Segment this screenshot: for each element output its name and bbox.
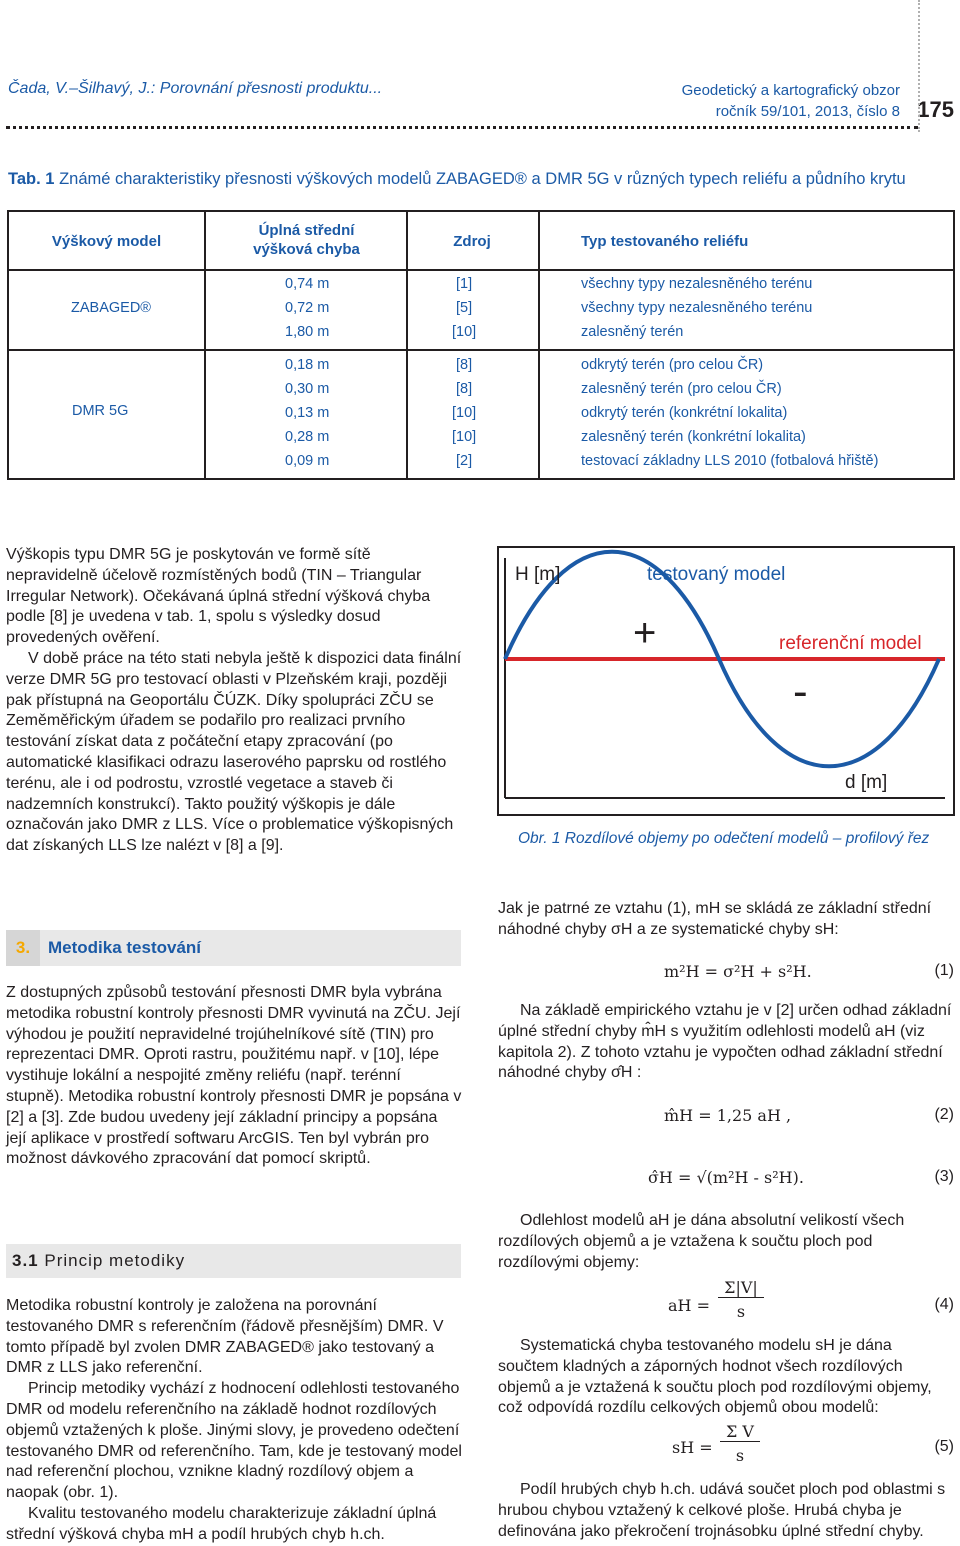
paragraph: Kvalitu testovaného modelu charakterizuje základní úplná střední výšková chyba mH a podíl hrubých chyb h.ch. <box>6 1504 437 1543</box>
table-cell: všechny typy nezalesněného terénu <box>581 300 813 316</box>
x-axis-label: d [m] <box>845 772 888 793</box>
journal-issue: ročník 59/101, 2013, číslo 8 <box>715 103 900 120</box>
paragraph: Z dostupných způsobů testování přesnosti DMR byla vybrána metodika robustní kontroly přesnosti DMR vyvinutá na ZČU. Její výhodou je použití nepravidelné trojúhelníkové sítě (TIN) pro reprezentaci DMR. Oproti rastru, použitému např. v [10], lépe vystihuje lokální a nespojité změny reliéfu (např. terénní stupně). Metodika robustní kontroly přesnosti DMR je popsána v [2] a [3]. Zde budou uvedeny její základní principy a popsána její aplikace v prostředí softwaru ArcGIS. Ten byl vybrán pro možnost dávkového zpracování dat pomocí skriptů. <box>6 984 462 1168</box>
table-model-zabaged: ZABAGED® <box>71 300 151 316</box>
paragraph: V době práce na této stati nebyla ještě k dispozici data finální verze DMR 5G pro testovací oblasti v Plzeňském kraji, později pak přístupná na Geoportálu ČÚZK. Díky spolupráci ZČU se Zeměměřickým úřadem se podařilo pro realizaci prvního testování získat data z počáteční etapy zpracování (po automatické klasifikaci odrazu laserového paprsku od rostlého terénu, ale i od podrostu, vzrostlé vegetace a staveb či nadzemních konstrukcí). Takto použitý výškopis je dále označován jako DMR z LLS. Více o problematice výškopisných dat získaných LLS lze nalézt v [8] a [9]. <box>6 649 462 855</box>
positive-sign: + <box>633 611 657 655</box>
equation-2: m̂H = 1,25 aH , <box>664 1106 792 1125</box>
page-number: 175 <box>917 97 954 122</box>
table-cell: 0,72 m <box>285 300 330 316</box>
equation-1: m²H = σ²H + s²H. <box>664 962 812 981</box>
col2-text-3 <box>498 1211 954 1273</box>
table-cell: testovací základny LLS 2010 (fotbalová hřiště) <box>581 453 879 469</box>
table-cell: 0,74 m <box>285 276 330 292</box>
col1-text-3 <box>6 1296 462 1546</box>
table-cell: zalesněný terén (pro celou ČR) <box>581 381 782 397</box>
table-header-divider <box>9 269 953 271</box>
equation-4-numerator: Σ|V| <box>718 1278 764 1298</box>
header-rule <box>6 126 918 129</box>
paragraph: Systematická chyba testovaného modelu sH je dána součtem kladných a záporných hodnot všech rozdílových objemů a je vztažená k součtu ploch pod rozdílovými objemy, což odpovídá rozdílu celkových objemů obou modelů: <box>498 1337 932 1417</box>
table-caption <box>8 170 906 189</box>
col2-text-5 <box>498 1480 954 1542</box>
subsection-title <box>12 1244 185 1278</box>
th-relief: Typ testovaného reliéfu <box>581 233 749 250</box>
table-col-divider <box>538 212 540 478</box>
running-head-journal <box>682 80 900 122</box>
tested-model-label: testovaný model <box>647 564 786 585</box>
table-cell: [10] <box>452 405 477 421</box>
table-cell: [10] <box>452 429 477 445</box>
accuracy-table <box>7 210 955 480</box>
table-cell: [1] <box>456 276 473 292</box>
th-source: Zdroj <box>453 233 491 250</box>
profile-figure <box>497 546 955 816</box>
table-cell: 1,80 m <box>285 324 330 340</box>
equation-4-lhs: aH = <box>668 1296 710 1315</box>
table-col-divider <box>406 212 408 478</box>
th-error: Úplná střední výšková chyba <box>253 222 360 258</box>
table-col-divider <box>204 212 206 478</box>
table-cell: [10] <box>452 324 477 340</box>
paragraph: Princip metodiky vychází z hodnocení odlehlosti testovaného DMR od modelu referenčního na základě hodnot rozdílových objemů vztažených k ploše. Jinými slovy, je provedeno odečtení testovaného DMR od referenčního. Tam, kde je testovaný model nad referenční plochou, vznikne kladný rozdílový objem a naopak (obr. 1). <box>6 1380 462 1502</box>
table-cell: zalesněný terén (konkrétní lokalita) <box>581 429 806 445</box>
table-cell: 0,09 m <box>285 453 330 469</box>
table-cell: 0,13 m <box>285 405 330 421</box>
journal-name: Geodetický a kartografický obzor <box>681 82 900 99</box>
equation-5-denominator: s <box>735 1446 745 1465</box>
table-cell: 0,28 m <box>285 429 330 445</box>
col1-text-2 <box>6 983 462 1170</box>
table-cell: [5] <box>456 300 473 316</box>
negative-sign: - <box>793 667 808 716</box>
equation-5-number: (5) <box>934 1438 954 1455</box>
table-caption-text: Známé charakteristiky přesnosti výškových modelů ZABAGED® a DMR 5G v různých typech reliéfu a půdního krytu <box>59 170 906 188</box>
subsection-heading <box>6 1244 461 1278</box>
figure-caption: Obr. 1 Rozdílové objemy po odečtení modelů – profilový řez <box>518 830 930 847</box>
subsection-label: Princip metodiky <box>44 1251 186 1270</box>
table-cell: [2] <box>456 453 473 469</box>
section-number: 3. <box>6 930 40 966</box>
col1-text-1 <box>6 545 462 857</box>
header-divider <box>918 0 920 132</box>
equation-3-number: (3) <box>934 1168 954 1185</box>
th-model: Výškový model <box>51 233 162 250</box>
table-group-divider <box>9 349 953 351</box>
table-cell: odkrytý terén (pro celou ČR) <box>581 357 764 373</box>
table-caption-label: Tab. 1 <box>8 170 55 188</box>
table-cell: 0,18 m <box>285 357 330 373</box>
equation-5-numerator: Σ V <box>720 1422 760 1442</box>
table-model-dmr5g: DMR 5G <box>72 403 129 419</box>
equation-5-lhs: sH = <box>672 1438 713 1457</box>
table-cell: odkrytý terén (konkrétní lokalita) <box>581 405 788 421</box>
col2-text-4 <box>498 1336 954 1419</box>
y-axis-label: H [m] <box>515 564 561 585</box>
paragraph: Podíl hrubých chyb h.ch. udává součet ploch pod oblastmi s hrubou chybou vztažený k celkové ploše. Hrubá chyba je definována jako překročení trojnásobku úplné střední chyby. <box>498 1481 946 1540</box>
paragraph: Odlehlost modelů aH je dána absolutní velikostí všech rozdílových objemů a je vztažena k součtu ploch pod rozdílovými objemy: <box>498 1212 905 1271</box>
table-cell: [8] <box>456 381 473 397</box>
table-cell: zalesněný terén <box>581 324 684 340</box>
equation-4-number: (4) <box>934 1296 954 1313</box>
equation-1-number: (1) <box>934 962 954 979</box>
section-title: Metodika testování <box>48 938 202 957</box>
col2-text-2 <box>498 1001 954 1084</box>
paragraph: Metodika robustní kontroly je založena na porovnání testovaného DMR s referenčním (řádově přesnějším) DMR. V tomto případě byl zvolen DMR ZABAGED® jako testovaný a DMR z LLS jako referenční. <box>6 1297 444 1377</box>
table-cell: 0,30 m <box>285 381 330 397</box>
reference-model-label: referenční model <box>779 633 922 654</box>
col2-text-1 <box>498 899 954 941</box>
subsection-number: 3.1 <box>12 1251 39 1270</box>
paragraph: Na základě empirického vztahu je v [2] určen odhad základní úplné střední chyby m̂H s využitím odlehlosti modelů aH (viz kapitola 2). Z tohoto vztahu je vypočten odhad základní střední náhodné chyby σ̂H : <box>498 1002 952 1082</box>
running-head-authors: Čada, V.–Šilhavý, J.: Porovnání přesnosti produktu... <box>8 80 383 97</box>
section-heading <box>6 930 461 966</box>
equation-3: σ̂H = √(m²H - s²H). <box>648 1168 804 1187</box>
equation-4-denominator: s <box>736 1302 746 1321</box>
table-cell: [8] <box>456 357 473 373</box>
table-cell: všechny typy nezalesněného terénu <box>581 276 813 292</box>
paragraph: Jak je patrné ze vztahu (1), mH se skládá ze základní střední náhodné chyby σH a ze systematické chyby sH: <box>498 900 932 938</box>
paragraph: Výškopis typu DMR 5G je poskytován ve formě sítě nepravidelně účelově rozmístěných bodů (TIN – Triangular Irregular Network). Očekávaná úplná střední výšková chyba podle [8] je uvedena v tab. 1, spolu s výsledky dosud provedených ověření. <box>6 546 431 647</box>
equation-2-number: (2) <box>934 1106 954 1123</box>
